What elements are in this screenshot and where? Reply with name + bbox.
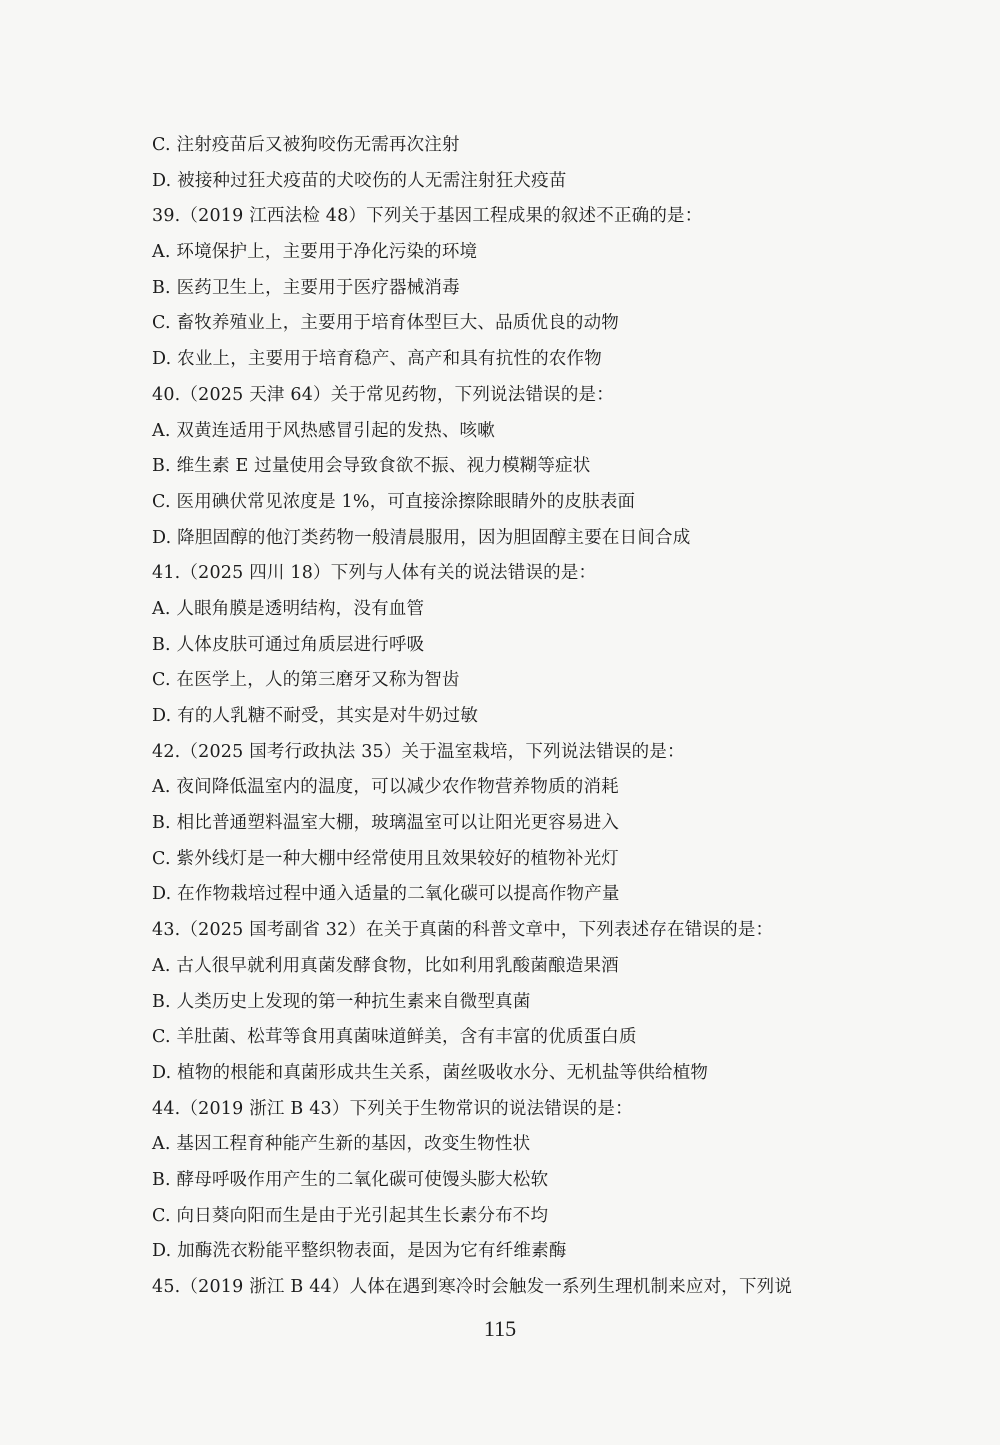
option-line: D. 在作物栽培过程中通入适量的二氧化碳可以提高作物产量 — [152, 884, 620, 905]
option-line: A. 古人很早就利用真菌发酵食物，比如利用乳酸菌酿造果酒 — [152, 955, 619, 976]
option-line: A. 双黄连适用于风热感冒引起的发热、咳嗽 — [152, 420, 495, 441]
option-line: C. 羊肚菌、松茸等食用真菌味道鲜美，含有丰富的优质蛋白质 — [152, 1027, 637, 1048]
option-line: D. 有的人乳糖不耐受，其实是对牛奶过敏 — [152, 706, 479, 726]
option-line: B. 医药卫生上，主要用于医疗器械消毒 — [152, 277, 460, 298]
page-number: 115 — [483, 1316, 517, 1341]
option-line: D. 农业上，主要用于培育稳产、高产和具有抗性的农作物 — [152, 349, 602, 370]
option-line: D. 植物的根能和真菌形成共生关系，菌丝吸收水分、无机盐等供给植物 — [152, 1062, 709, 1083]
option-line: B. 人体皮肤可通过角质层进行呼吸 — [152, 634, 425, 655]
option-line: D. 被接种过狂犬疫苗的犬咬伤的人无需注射狂犬疫苗 — [152, 170, 567, 191]
question-text-block — [152, 128, 872, 1306]
option-line: C. 注射疫苗后又被狗咬伤无需再次注射 — [152, 135, 460, 155]
option-line: B. 酵母呼吸作用产生的二氧化碳可使馒头膨大松软 — [152, 1169, 549, 1190]
option-line: A. 人眼角膜是透明结构，没有血管 — [152, 598, 425, 619]
question-stem: 44.（2019 浙江 B 43）下列关于生物常识的说法错误的是： — [152, 1098, 633, 1119]
option-line: C. 紫外线灯是一种大棚中经常使用且效果较好的植物补光灯 — [152, 848, 619, 869]
option-line: C. 畜牧养殖业上，主要用于培育体型巨大、品质优良的动物 — [152, 313, 619, 334]
option-line: A. 环境保护上，主要用于净化污染的环境 — [152, 242, 478, 263]
question-stem: 45.（2019 浙江 B 44）人体在遇到寒冷时会触发一系列生理机制来应对，下列说 — [152, 1277, 793, 1297]
option-line: A. 夜间降低温室内的温度，可以减少农作物营养物质的消耗 — [152, 777, 619, 798]
option-line: B. 相比普通塑料温室大棚，玻璃温室可以让阳光更容易进入 — [152, 813, 620, 834]
question-stem: 41.（2025 四川 18）下列与人体有关的说法错误的是： — [152, 563, 597, 584]
question-stem: 40.（2025 天津 64）关于常见药物，下列说法错误的是： — [152, 384, 614, 405]
option-line: B. 人类历史上发现的第一种抗生素来自微型真菌 — [152, 991, 531, 1012]
question-stem: 42.（2025 国考行政执法 35）关于温室栽培，下列说法错误的是： — [152, 741, 685, 762]
option-line: C. 在医学上，人的第三磨牙又称为智齿 — [152, 670, 460, 691]
question-stem: 39.（2019 江西法检 48）下列关于基因工程成果的叙述不正确的是： — [152, 206, 703, 227]
option-line: C. 向日葵向阳而生是由于光引起其生长素分布不均 — [152, 1205, 549, 1226]
option-line: D. 降胆固醇的他汀类药物一般清晨服用，因为胆固醇主要在日间合成 — [152, 527, 691, 548]
option-line: B. 维生素 E 过量使用会导致食欲不振、视力模糊等症状 — [152, 456, 591, 477]
option-line: A. 基因工程育种能产生新的基因，改变生物性状 — [152, 1134, 531, 1155]
option-line: C. 医用碘伏常见浓度是 1%，可直接涂擦除眼睛外的皮肤表面 — [152, 491, 636, 512]
question-stem: 43.（2025 国考副省 32）在关于真菌的科普文章中，下列表述存在错误的是： — [152, 920, 774, 941]
option-line: D. 加酶洗衣粉能平整织物表面，是因为它有纤维素酶 — [152, 1241, 567, 1262]
